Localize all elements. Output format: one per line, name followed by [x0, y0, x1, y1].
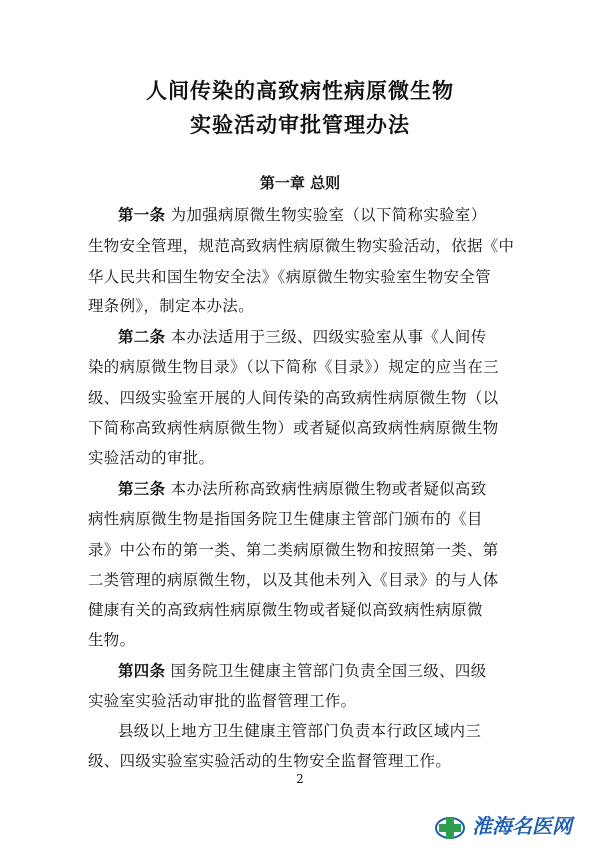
article-3-line-6: 生物。: [88, 631, 136, 649]
article-3-line-2: 病性病原微生物是指国务院卫生健康主管部门颁布的《目: [88, 510, 483, 528]
article-3-line-4: 二类管理的病原微生物，以及其他未列入《目录》的与人体: [88, 571, 499, 589]
article-text: 本办法适用于三级、四级实验室从事《人间传: [165, 328, 487, 346]
green-cross-logo-icon: [436, 817, 464, 839]
article-2-label: 第二条: [118, 328, 166, 346]
article-2-line-5: 实验活动的审批。: [88, 449, 215, 467]
article-4-line-1: [118, 661, 486, 681]
article-4-line-2: 实验室实验活动审批的监督管理工作。: [88, 692, 357, 710]
article-2-line-1: [118, 327, 486, 347]
article-text: 为加强病原微生物实验室（以下简称实验室）: [165, 206, 487, 224]
article-2-line-3: 级、四级实验室开展的人间传染的高致病性病原微生物（以: [88, 389, 499, 407]
watermark-logo: [432, 806, 592, 844]
article-2-line-4: 下简称高致病性病原微生物）或者疑似高致病性病原微生物: [88, 419, 499, 437]
document-title-line-2: 实验活动审批管理办法: [190, 112, 410, 137]
article-text: 国务院卫生健康主管部门负责全国三级、四级: [165, 662, 487, 680]
article-1-label: 第一条: [118, 206, 166, 224]
article-1-line-3: 华人民共和国生物安全法》《病原微生物实验室生物安全管: [88, 268, 491, 286]
article-4-line-3: 县级以上地方卫生健康主管部门负责本行政区域内三: [118, 722, 482, 740]
article-3-line-3: 录》中公布的第一类、第二类病原微生物和按照第一类、第: [88, 541, 499, 559]
article-text: 本办法所称高致病性病原微生物或者疑似高致: [165, 480, 487, 498]
article-1-line-4: 理条例》，制定本办法。: [88, 297, 254, 315]
article-1-line-2: 生物安全管理，规范高致病性病原微生物实验活动，依据《中: [88, 237, 515, 255]
article-3-line-1: [118, 479, 486, 499]
article-4-label: 第四条: [118, 662, 166, 680]
article-2-line-2: 染的病原微生物目录》（以下简称《目录》）规定的应当在三: [88, 358, 499, 376]
article-1-line-1: [118, 205, 486, 225]
page-number: 2: [296, 772, 304, 786]
watermark-text: 淮海名医网: [472, 814, 572, 838]
site-watermark: [432, 806, 592, 844]
document-title-line-1: 人间传染的高致病性病原微生物: [146, 78, 454, 103]
article-4-line-4: 级、四级实验室实验活动的生物安全监督管理工作。: [88, 752, 452, 770]
chapter-heading: 第一章 总则: [259, 174, 341, 192]
article-3-label: 第三条: [118, 480, 166, 498]
article-3-line-5: 健康有关的高致病性病原微生物或者疑似高致病性病原微: [88, 601, 483, 619]
